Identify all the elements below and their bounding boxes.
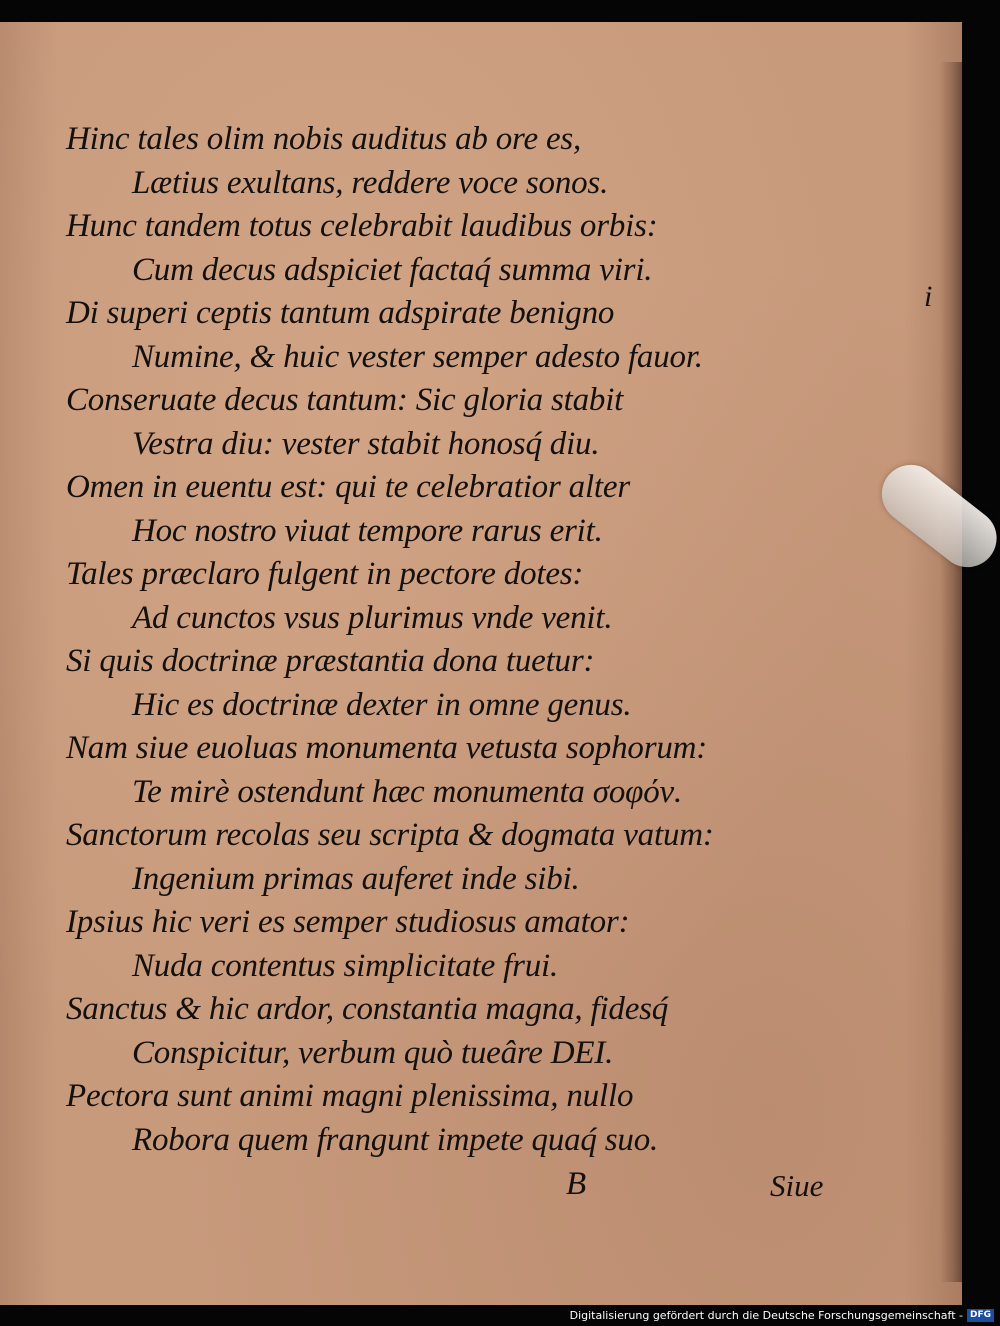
verse-line: Nuda contentus simplicitate frui. — [132, 947, 559, 984]
verse-line: Hoc nostro viuat tempore rarus erit. — [132, 512, 603, 549]
verse-line: Hic es doctrinæ dexter in omne genus. — [132, 686, 632, 723]
clip-tab — [870, 453, 1000, 579]
verse-line: Ingenium primas auferet inde sibi. — [132, 860, 580, 897]
dfg-logo: DFG — [967, 1309, 994, 1322]
verse-line: Te mirè ostendunt hæc monumenta σοφόν. — [132, 773, 683, 810]
verse-line: Omen in euentu est: qui te celebratior alter — [66, 469, 630, 505]
verse-line: Pectora sunt animi magni plenissima, nullo — [66, 1078, 634, 1114]
verse-line: Lætius exultans, reddere voce sonos. — [132, 164, 609, 201]
book-page — [0, 22, 962, 1305]
verse-line: Hunc tandem totus celebrabit laudibus orbis: — [66, 208, 658, 244]
credit-text: Digitalisierung gefördert durch die Deutsche Forschungsgemeinschaft - — [569, 1308, 963, 1322]
verse-line: Sanctus & hic ardor, constantia magna, fidesq́ — [66, 991, 669, 1027]
catchword: Siue — [770, 1168, 824, 1203]
verse-line: Conspicitur, verbum quò tueâre DEI. — [132, 1034, 614, 1071]
verse-line: Nam siue euoluas monumenta vetusta sophorum: — [66, 730, 708, 766]
verse-line: Vestra diu: vester stabit honosq́ diu. — [132, 425, 600, 462]
verse-line: Sanctorum recolas seu scripta & dogmata vatum: — [66, 817, 714, 853]
poem-text — [66, 118, 866, 1162]
verse-line: Conseruate decus tantum: Sic gloria stabit — [66, 382, 624, 418]
verse-line: Tales præclaro fulgent in pectore dotes: — [66, 556, 584, 592]
signature-mark: B — [566, 1166, 587, 1202]
verse-line: Ipsius hic veri es semper studiosus amator: — [66, 904, 630, 940]
verse-line: Cum decus adspiciet factaq́ summa viri. — [132, 251, 653, 288]
verse-line: Di superi ceptis tantum adspirate benigno — [66, 295, 615, 331]
verse-line: Hinc tales olim nobis auditus ab ore es, — [66, 121, 582, 157]
verse-line: Numine, & huic vester semper adesto fauor. — [132, 338, 703, 375]
verse-line: Ad cunctos vsus plurimus vnde venit. — [132, 599, 613, 636]
digitization-credit — [570, 1308, 994, 1322]
margin-mark: i — [924, 280, 933, 313]
verse-line: Robora quem frangunt impete quaq́ suo. — [132, 1121, 659, 1158]
page-edge-shadow — [940, 62, 962, 1282]
verse-line: Si quis doctrinæ præstantia dona tuetur: — [66, 643, 595, 679]
